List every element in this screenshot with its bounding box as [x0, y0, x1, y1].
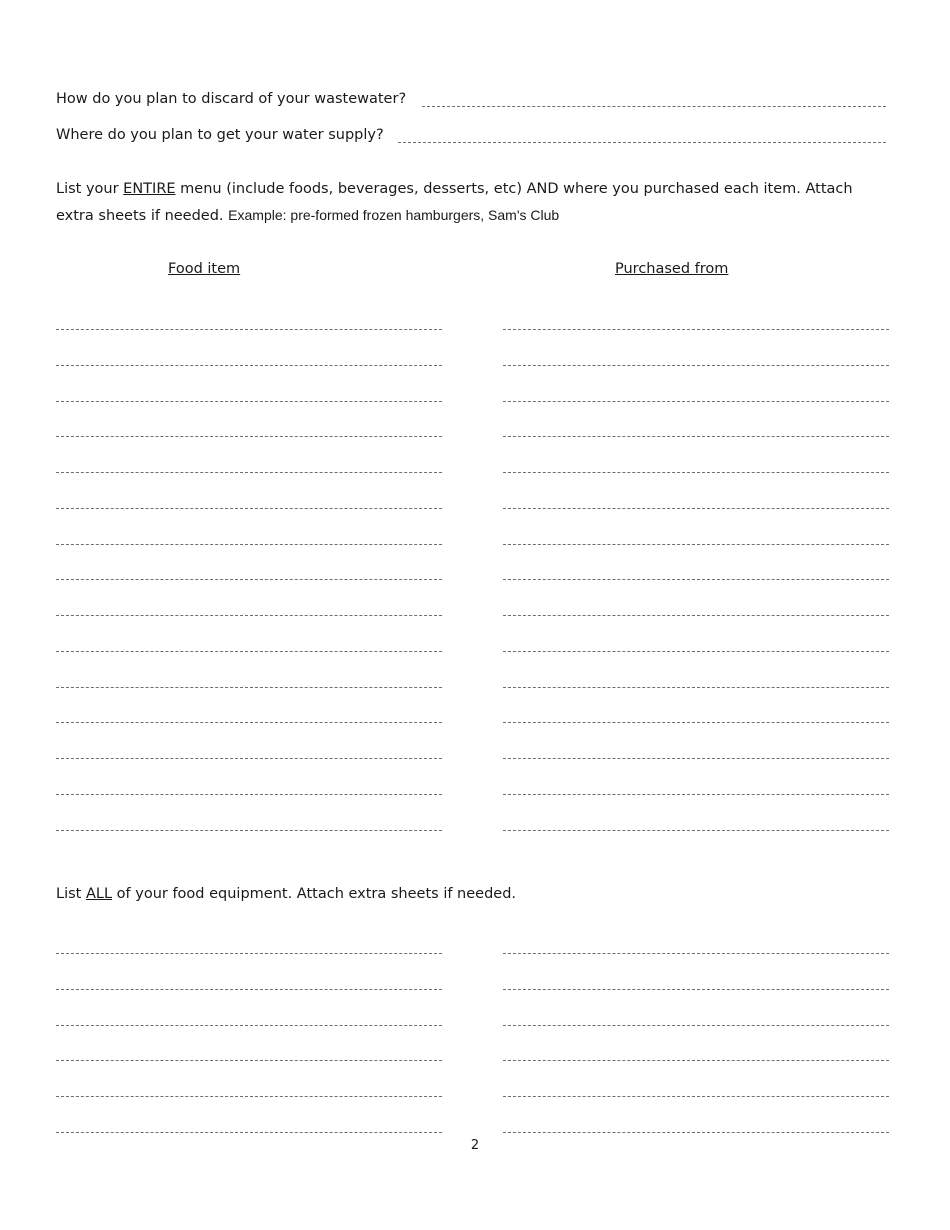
food-item-line[interactable]: [56, 794, 442, 795]
equipment-line-right[interactable]: [503, 1096, 889, 1097]
equipment-line-left[interactable]: [56, 953, 442, 954]
equipment-line-right[interactable]: [503, 989, 889, 990]
purchased-from-line[interactable]: [503, 544, 889, 545]
purchased-from-line[interactable]: [503, 758, 889, 759]
purchased-from-line[interactable]: [503, 472, 889, 473]
food-item-line[interactable]: [56, 722, 442, 723]
equipment-line-left[interactable]: [56, 1025, 442, 1026]
equipment-line-left[interactable]: [56, 1096, 442, 1097]
wastewater-question: How do you plan to discard of your wastewater?: [56, 91, 407, 107]
menu-example: Example: pre-formed frozen hamburgers, Sam's Club: [228, 207, 560, 223]
equipment-line-right[interactable]: [503, 1025, 889, 1026]
equipment-line-right[interactable]: [503, 953, 889, 954]
purchased-from-line[interactable]: [503, 687, 889, 688]
equipment-instructions-prefix: List: [56, 886, 86, 902]
equipment-instructions-rest: of your food equipment. Attach extra sheets if needed.: [112, 886, 517, 902]
food-item-line[interactable]: [56, 830, 442, 831]
purchased-from-line[interactable]: [503, 508, 889, 509]
food-item-line[interactable]: [56, 544, 442, 545]
menu-entire-emphasis: ENTIRE: [123, 181, 176, 197]
equipment-line-left[interactable]: [56, 1060, 442, 1061]
equipment-instructions: [56, 884, 516, 904]
menu-instructions-line2: [56, 205, 559, 226]
food-item-line[interactable]: [56, 436, 442, 437]
purchased-from-line[interactable]: [503, 615, 889, 616]
purchased-from-line[interactable]: [503, 436, 889, 437]
food-item-line[interactable]: [56, 687, 442, 688]
food-item-column-header: Food item: [168, 261, 241, 277]
equipment-line-left[interactable]: [56, 1132, 442, 1133]
equipment-line-left[interactable]: [56, 989, 442, 990]
equipment-all-emphasis: ALL: [85, 886, 113, 902]
wastewater-answer-line[interactable]: [422, 106, 886, 107]
menu-instructions-prefix: List your: [56, 181, 124, 197]
page-number: 2: [470, 1138, 480, 1153]
water-supply-answer-line[interactable]: [398, 142, 886, 143]
equipment-line-right[interactable]: [503, 1132, 889, 1133]
food-item-line[interactable]: [56, 365, 442, 366]
purchased-from-line[interactable]: [503, 794, 889, 795]
food-item-line[interactable]: [56, 508, 442, 509]
water-supply-question: Where do you plan to get your water supply?: [56, 127, 384, 143]
food-item-line[interactable]: [56, 329, 442, 330]
purchased-from-line[interactable]: [503, 329, 889, 330]
purchased-from-line[interactable]: [503, 579, 889, 580]
food-item-line[interactable]: [56, 579, 442, 580]
menu-instructions-rest: menu (include foods, beverages, desserts, etc) AND where you purchased each item. Attach: [175, 181, 853, 197]
purchased-from-line[interactable]: [503, 830, 889, 831]
food-item-line[interactable]: [56, 651, 442, 652]
purchased-from-line[interactable]: [503, 651, 889, 652]
food-item-line[interactable]: [56, 472, 442, 473]
equipment-line-right[interactable]: [503, 1060, 889, 1061]
purchased-from-line[interactable]: [503, 365, 889, 366]
purchased-from-line[interactable]: [503, 401, 889, 402]
purchased-from-column-header: Purchased from: [615, 261, 729, 277]
food-item-line[interactable]: [56, 758, 442, 759]
food-item-line[interactable]: [56, 615, 442, 616]
menu-instructions-extra-sheets: extra sheets if needed.: [56, 208, 229, 224]
menu-instructions-line1: [56, 179, 853, 199]
food-item-line[interactable]: [56, 401, 442, 402]
purchased-from-line[interactable]: [503, 722, 889, 723]
